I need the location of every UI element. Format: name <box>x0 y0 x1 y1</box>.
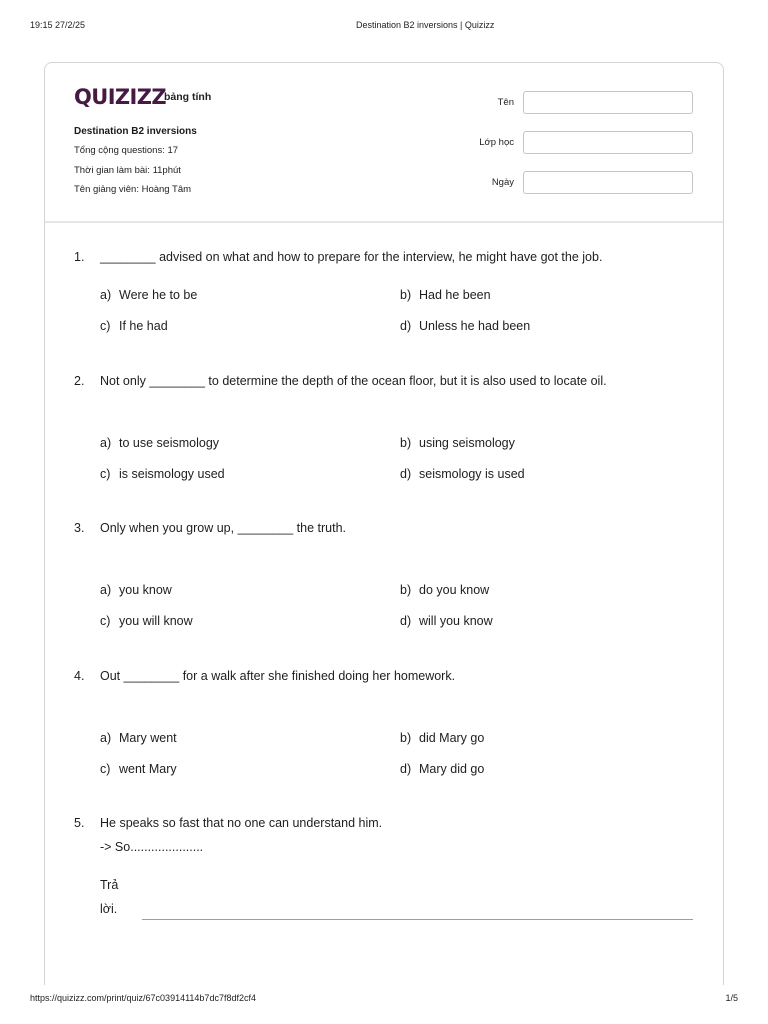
option-letter: c) <box>100 319 111 333</box>
total-questions: Tổng cộng questions: 17 <box>74 145 179 156</box>
question-text: He speaks so fast that no one can understand him. <box>100 816 383 830</box>
question-5 <box>74 816 714 926</box>
worksheet-type-label: bảng tính <box>164 91 212 103</box>
option-letter: d) <box>400 614 412 628</box>
option-letter: c) <box>100 762 111 776</box>
option-d <box>400 467 525 482</box>
time-limit: Thời gian làm bài: 11phút <box>74 165 181 176</box>
option-letter: a) <box>100 583 112 597</box>
option-text: Were he to be <box>119 288 198 302</box>
option-a <box>100 583 172 598</box>
class-field[interactable] <box>523 131 693 154</box>
option-text: is seismology used <box>119 467 225 481</box>
option-letter: b) <box>400 288 412 302</box>
option-letter: b) <box>400 583 412 597</box>
option-b <box>400 731 484 746</box>
quizizz-logo: QUIZIZZ <box>74 85 167 109</box>
question-number: 2. <box>74 374 85 388</box>
option-letter: a) <box>100 731 112 745</box>
question-text: Not only ________ to determine the depth of the ocean floor, but it is also used to locate oil. <box>100 374 607 388</box>
option-letter: b) <box>400 436 412 450</box>
option-b <box>400 288 491 303</box>
option-text: seismology is used <box>419 467 525 481</box>
option-letter: b) <box>400 731 412 745</box>
question-text: ________ advised on what and how to prepare for the interview, he might have got the job. <box>100 250 603 264</box>
question-text: Out ________ for a walk after she finished doing her homework. <box>100 669 456 683</box>
option-letter: a) <box>100 288 112 302</box>
field-row-name <box>420 91 693 114</box>
answer-line <box>142 919 693 920</box>
name-label: Tên <box>497 97 514 108</box>
answer-label: Trả lời. <box>100 878 119 916</box>
option-c <box>100 614 193 629</box>
print-url[interactable]: https://quizizz.com/print/quiz/67c03914114b7dc7f8df2cf4 <box>30 993 256 1003</box>
question-3 <box>74 521 714 631</box>
print-datetime: 19:15 27/2/25 <box>30 20 86 30</box>
field-row-class <box>420 131 693 154</box>
option-text: Mary went <box>119 731 177 745</box>
option-text: did Mary go <box>419 731 485 745</box>
option-a <box>100 436 219 451</box>
option-text: using seismology <box>419 436 515 450</box>
date-field[interactable] <box>523 171 693 194</box>
print-page-title: Destination B2 inversions | Quizizz <box>356 20 495 30</box>
option-text: do you know <box>419 583 490 597</box>
option-c <box>100 319 168 334</box>
question-number: 1. <box>74 250 85 264</box>
option-text: you will know <box>119 614 193 628</box>
option-c <box>100 762 177 777</box>
option-a <box>100 288 197 303</box>
option-letter: c) <box>100 467 111 481</box>
option-c <box>100 467 225 482</box>
option-letter: c) <box>100 614 111 628</box>
option-b <box>400 583 489 598</box>
option-text: If he had <box>119 319 168 333</box>
header-divider <box>45 221 723 223</box>
question-2 <box>74 374 714 484</box>
rewrite-prompt: -> So..................... <box>100 840 204 854</box>
option-d <box>400 614 493 629</box>
question-number: 4. <box>74 669 85 683</box>
option-letter: a) <box>100 436 112 450</box>
teacher-name: Tên giảng viên: Hoàng Tâm <box>74 184 192 195</box>
option-d <box>400 762 484 777</box>
question-1 <box>74 250 714 360</box>
page-number: 1/5 <box>725 993 738 1003</box>
option-letter: d) <box>400 762 412 776</box>
class-label: Lớp học <box>479 137 514 148</box>
question-4 <box>74 669 714 779</box>
question-text: Only when you grow up, ________ the truth. <box>100 521 346 535</box>
option-text: Mary did go <box>419 762 485 776</box>
option-text: Unless he had been <box>419 319 531 333</box>
field-row-date <box>420 171 693 194</box>
option-text: to use seismology <box>119 436 220 450</box>
option-letter: d) <box>400 319 412 333</box>
option-letter: d) <box>400 467 412 481</box>
option-text: will you know <box>419 614 493 628</box>
question-number: 3. <box>74 521 85 535</box>
option-a <box>100 731 177 746</box>
date-label: Ngày <box>491 177 514 188</box>
question-number: 5. <box>74 816 85 830</box>
option-d <box>400 319 530 334</box>
option-b <box>400 436 515 451</box>
name-field[interactable] <box>523 91 693 114</box>
option-text: Had he been <box>419 288 491 302</box>
worksheet-title: Destination B2 inversions <box>74 126 197 137</box>
option-text: you know <box>119 583 172 597</box>
option-text: went Mary <box>119 762 177 776</box>
